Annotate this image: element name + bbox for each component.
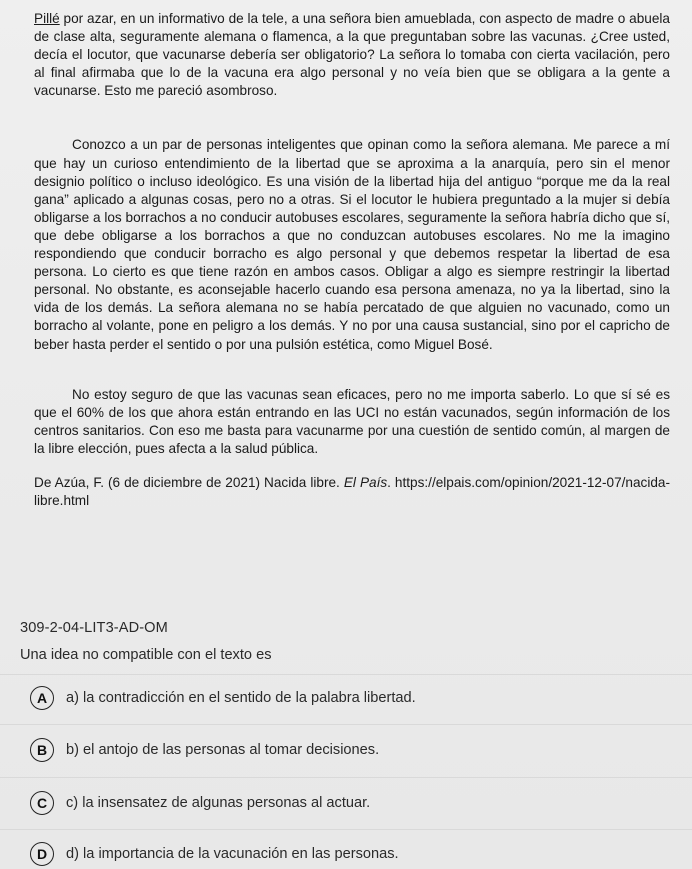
citation-author: De Azúa, F. (6 de diciembre de 2021) Nacida libre. xyxy=(34,474,344,490)
citation-source: El País xyxy=(343,474,388,490)
option-b-text: b) el antojo de las personas al tomar decisiones. xyxy=(66,742,380,758)
paragraph-1-text: por azar, en un informativo de la tele, a una señora bien amueblada, con aspecto de madre o abuela de clase alta, seguramente alemana o flamenca, a la que preguntaban sobre las vacunas. ¿Cree usted, decía el locutor, que vacunarse debería ser obligatorio? La señora lo tomaba con cierta vacilación, pero al final afirmaba que lo de la vacuna era algo personal y no veía bien que se obligara a la gente a vacunarse. Esto me pareció asombroso. xyxy=(34,11,670,99)
option-c-letter: C xyxy=(30,791,54,815)
option-d[interactable] xyxy=(30,840,670,868)
paragraph-3: No estoy seguro de que las vacunas sean eficaces, pero no me importa saberlo. Lo que sí sé es que el 60% de los que ahora están entrando en las UCI no están vacunados, según información de los centros sanitarios. Con eso me basta para vacunarme por una cuestión de sentido común, al margen de la libre elección, pues afecta a la salud pública. xyxy=(34,386,670,456)
paragraph-2: Conozco a un par de personas inteligentes que opinan como la señora alemana. Me parece a mí que hay un curioso entendimiento de la libertad que se aproxima a la anarquía, pero sin el menor designio político o incluso ideológico. Es una visión de la libertad hija del antiguo “porque me da la real gana” aplicado a algunas cosas, pero no a otras. Si el locutor le hubiera preguntado a la mujer si debía obligarse a los borrachos a no conducir autobuses escolares, seguramente la señora habría dicho que sí, que debe obligarse a los borrachos a que no conduzcan autobuses escolares. No me la imagino respondiendo que conducir borracho es algo personal y que debemos respetar la libertad de esa persona. Lo cierto es que tiene razón en ambos casos. Obligar a algo es siempre restringir la libertad personal. No obstante, es aconsejable hacerlo cuando esa persona amenaza, no ya la libertad, sino la vida de los demás. La señora alemana no se había percatado de que alguien no vacunado, como un borracho al volante, pone en peligro a los demás. Y no por una causa sustancial, sino por el capricho de beber hasta perder el sentido o por una pulsión estética, como Miguel Bosé. xyxy=(34,137,670,352)
option-b[interactable] xyxy=(30,736,670,764)
reading-passage xyxy=(34,10,670,510)
option-d-letter: D xyxy=(30,842,54,866)
paragraph-1-first-word: Pillé xyxy=(34,11,60,26)
citation-url: . https://elpais.com/opinion/2021-12-07/nacida-libre.html xyxy=(34,474,670,509)
question-code: 309-2-04-LIT3-AD-OM xyxy=(20,620,168,636)
option-a-text: a) la contradicción en el sentido de la palabra libertad. xyxy=(66,690,416,706)
option-b-letter: B xyxy=(30,738,54,762)
divider xyxy=(0,724,692,725)
citation xyxy=(34,474,670,510)
paragraph-1 xyxy=(34,10,670,100)
question-prompt: Una idea no compatible con el texto es xyxy=(20,647,272,663)
divider xyxy=(0,777,692,778)
option-c[interactable] xyxy=(30,789,670,817)
option-a[interactable] xyxy=(30,684,670,712)
option-a-letter: A xyxy=(30,686,54,710)
divider xyxy=(0,674,692,675)
option-d-text: d) la importancia de la vacunación en las personas. xyxy=(66,846,399,862)
divider xyxy=(0,829,692,830)
option-c-text: c) la insensatez de algunas personas al actuar. xyxy=(66,795,371,811)
